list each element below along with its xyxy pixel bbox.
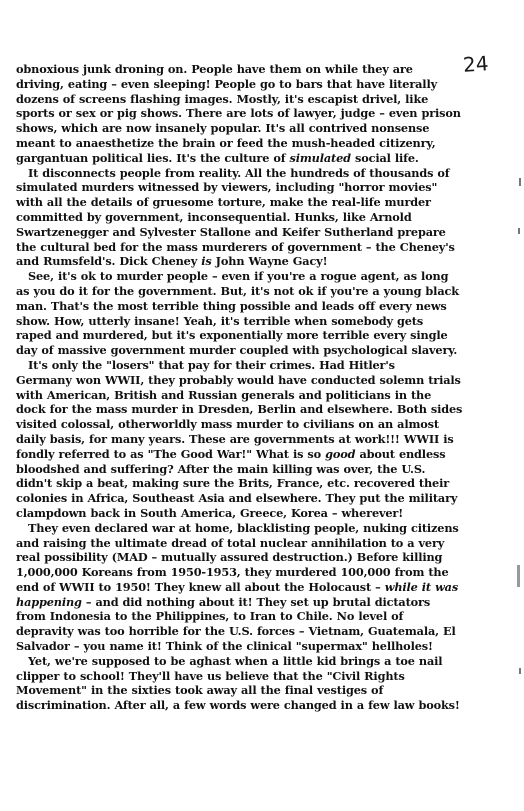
emphasized-text: happening (16, 594, 82, 609)
text-line (16, 565, 516, 580)
scan-margin-mark (518, 228, 520, 234)
text-line (16, 77, 516, 92)
text-segment: visited colossal, otherworldly mass murder to civilians on an almost (16, 417, 439, 432)
text-line (16, 550, 516, 565)
text-segment: meant to anaesthetize the brain or feed the mush-headed citizenry, (16, 135, 436, 150)
text-segment: and raising the ultimate dread of total nuclear annihilation to a very (16, 535, 445, 550)
text-segment: simulated murders witnessed by viewers, including "horror movies" (16, 180, 438, 195)
text-line (16, 106, 516, 121)
text-segment: See, it's ok to murder people – even if you're a rogue agent, as long (28, 269, 449, 284)
text-segment: Movement" in the sixties took away all the final vestiges of (16, 683, 384, 698)
scan-margin-mark (519, 178, 521, 186)
text-segment: with all the details of gruesome torture, make the real-life murder (16, 195, 431, 210)
body-text (16, 62, 516, 713)
text-line (16, 521, 516, 536)
text-line (16, 210, 516, 225)
text-line (16, 136, 516, 151)
text-line (16, 402, 516, 417)
text-line (16, 506, 516, 521)
text-line (16, 476, 516, 491)
text-segment: with American, British and Russian generals and politicians in the (16, 387, 432, 402)
text-segment: committed by government, inconsequential. Hunks, like Arnold (16, 209, 412, 224)
text-line (16, 284, 516, 299)
text-line (16, 358, 516, 373)
text-segment: Yet, we're supposed to be aghast when a little kid brings a toe nail (28, 653, 443, 668)
text-segment: gargantuan political lies. It's the culture of (16, 150, 290, 165)
text-line (16, 151, 516, 166)
text-line (16, 328, 516, 343)
text-line (16, 491, 516, 506)
emphasized-text: while it was (384, 579, 459, 594)
text-segment: colonies in Africa, Southeast Asia and elsewhere. They put the military (16, 491, 458, 506)
text-line (16, 432, 516, 447)
text-line (16, 536, 516, 551)
text-line (16, 240, 516, 255)
text-line (16, 166, 516, 181)
page-number: 24 (462, 51, 490, 77)
text-line (16, 624, 516, 639)
text-line (16, 580, 516, 595)
text-line (16, 314, 516, 329)
text-segment: sports or sex or pig shows. There are lots of lawyer, judge – even prison (16, 106, 461, 121)
text-segment: – and did nothing about it! They set up brutal dictators (81, 594, 431, 609)
emphasized-text: is (201, 254, 212, 269)
text-line (16, 92, 516, 107)
text-line (16, 654, 516, 669)
text-segment: raped and murdered, but it's exponentially more terrible every single (16, 328, 448, 343)
text-segment: Swartzenegger and Sylvester Stallone and Keifer Sutherland prepare (16, 224, 446, 239)
text-line (16, 462, 516, 477)
text-segment: the cultural bed for the mass murderers of government – the Cheney's (16, 239, 455, 254)
text-segment: clampdown back in South America, Greece, Korea – wherever! (16, 505, 404, 520)
text-segment: daily basis, for many years. These are governments at work!!! WWII is (16, 431, 454, 446)
text-line (16, 698, 516, 713)
text-segment: show. How, utterly insane! Yeah, it's terrible when somebody gets (16, 313, 424, 328)
text-line (16, 180, 516, 195)
text-line (16, 225, 516, 240)
text-segment: social life. (350, 150, 419, 165)
text-segment: as you do it for the government. But, it's not ok if you're a young black (16, 283, 459, 298)
text-line (16, 417, 516, 432)
text-line (16, 343, 516, 358)
text-segment: day of massive government murder coupled with psychological slavery. (16, 343, 458, 358)
text-segment: They even declared war at home, blacklisting people, nuking citizens (28, 520, 459, 535)
text-segment: depravity was too horrible for the U.S. forces – Vietnam, Guatemala, El (16, 624, 456, 639)
text-segment: clipper to school! They'll have us believe that the "Civil Rights (16, 668, 405, 683)
text-line (16, 669, 516, 684)
text-segment: shows, which are now insanely popular. It's all contrived nonsense (16, 121, 430, 136)
text-segment: dock for the mass murder in Dresden, Berlin and elsewhere. Both sides (16, 402, 463, 417)
text-line (16, 595, 516, 610)
text-line (16, 62, 516, 77)
text-segment: driving, eating – even sleeping! People go to bars that have literally (16, 76, 437, 91)
text-segment: obnoxious junk droning on. People have them on while they are (16, 62, 413, 76)
text-segment: real possibility (MAD – mutually assured destruction.) Before killing (16, 550, 443, 565)
text-segment: man. That's the most terrible thing possible and leads off every news (16, 298, 447, 313)
scan-margin-mark (517, 565, 520, 587)
text-segment: about endless (355, 446, 446, 461)
emphasized-text: simulated (289, 150, 351, 165)
text-line (16, 195, 516, 210)
text-line (16, 299, 516, 314)
text-line (16, 609, 516, 624)
text-segment: from Indonesia to the Philippines, to Iran to Chile. No level of (16, 609, 404, 624)
text-line (16, 121, 516, 136)
text-line (16, 388, 516, 403)
scan-margin-mark (519, 668, 521, 674)
text-segment: Germany won WWII, they probably would have conducted solemn trials (16, 372, 461, 387)
text-segment: It's only the "losers" that pay for their crimes. Had Hitler's (28, 357, 395, 372)
text-segment: bloodshed and suffering? After the main killing was over, the U.S. (16, 461, 426, 476)
text-segment: didn't skip a beat, making sure the Brits, France, etc. recovered their (16, 476, 450, 491)
text-segment: dozens of screens flashing images. Mostly, it's escapist drivel, like (16, 91, 429, 106)
text-line (16, 447, 516, 462)
text-line (16, 639, 516, 654)
text-segment: 1,000,000 Koreans from 1950-1953, they murdered 100,000 from the (16, 565, 449, 580)
text-line (16, 269, 516, 284)
text-line (16, 683, 516, 698)
text-segment: end of WWII to 1950! They knew all about the Holocaust – (16, 579, 385, 594)
text-segment: discrimination. After all, a few words were changed in a few law books! (16, 698, 460, 713)
text-segment: It disconnects people from reality. All the hundreds of thousands of (28, 165, 450, 180)
text-segment: fondly referred to as "The Good War!" What is so (16, 446, 326, 461)
emphasized-text: good (325, 446, 356, 461)
text-line (16, 254, 516, 269)
text-line (16, 373, 516, 388)
text-segment: and Rumsfeld's. Dick Cheney (16, 254, 202, 269)
text-segment: John Wayne Gacy! (211, 254, 328, 269)
text-segment: Salvador – you name it! Think of the clinical "supermax" hellholes! (16, 639, 433, 654)
